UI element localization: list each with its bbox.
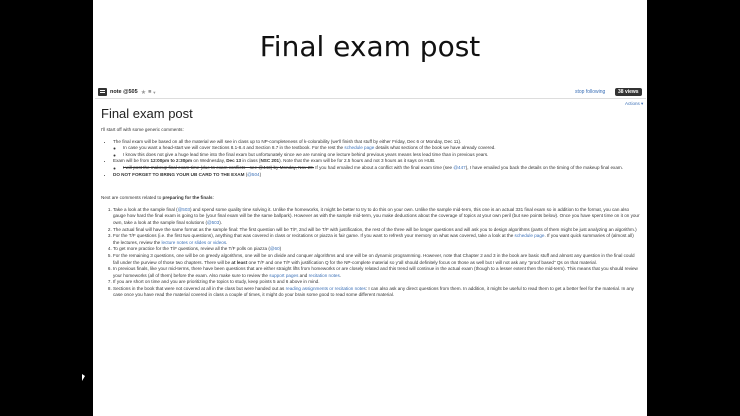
note-link-504[interactable]: @504	[247, 171, 260, 177]
stop-following-link[interactable]: stop following	[575, 89, 606, 95]
lock-icon[interactable]: ■	[148, 89, 152, 95]
general-comments-list	[101, 139, 641, 179]
list-item: • DO NOT FORGET TO BRING YOUR UB CARD TO THE EXAM (@504)	[113, 172, 641, 179]
list-item: 4. To get more practice for the T/F questions, review all the T/F polls on piazza (@60)	[113, 246, 641, 253]
reading-assignments-link[interactable]: reading assignments or recitation notes	[285, 285, 366, 291]
list-item: ◦ I will post the makeup final exam time (due to exam conflicts-- see @443) by Monday, Nov 20. If you had emailed me about a conflict with the final exam time (see @447), I have emailed you back the details on the timing of the makeup final exam.	[123, 165, 641, 172]
schedule-page-link[interactable]: schedule page	[344, 145, 375, 151]
slide-title: Final exam post	[259, 30, 481, 63]
actions-menu[interactable]: Actions ▾	[625, 101, 644, 106]
list-item: 6. In previous finals, like your mid-terms, there have been questions that are either straight lifts from homeworks or are closely related and this trend will continue in the actual exam (though to a lesser extent then the mid-term). This means that you should review your homeworks (all of them) before the exam. Also make sure to review the support pages and recitation notes.	[113, 266, 641, 279]
recitation-notes-link[interactable]: recitation notes	[308, 272, 340, 278]
note-icon	[98, 88, 107, 96]
support-pages-link[interactable]: support pages	[269, 272, 299, 278]
note-link-503-solutions[interactable]: @503	[206, 219, 220, 225]
chevron-down-icon[interactable]: ▼	[152, 89, 157, 95]
list-item: • The final exam will be based on all the material we will see in class up to NP-completeness of k-colorability (we'll finish that stuff by either Friday, Dec 6 or Monday, Dec 11). ◦ In case you want a head-start we will cover Sections 8.1-8.4 and Section 8.7 in the textbook. For the rest the schedule page details what sections of the book we have already covered. ◦ I know this does not give a huge lead time into the final exam but unfortunately since we are running one lecture behind previous years means less lead time than in previous years.	[113, 139, 641, 159]
list-item: ◦ In case you want a head-start we will cover Sections 8.1-8.4 and Section 8.7 in the textbook. For the rest the schedule page details what sections of the book we have already covered.	[123, 145, 641, 152]
list-item: 8. Sections in the book that were not covered at all in the class but were handed out as reading assignments or recitation notes: I can also ask any direct questions from them. In addition, it might be useful to read them to get a better feel for the material. In any case once you have read the material covered in class a couple of times, it might do your brain some good to read some different material.	[113, 286, 641, 299]
note-link-503[interactable]: @503	[177, 206, 190, 212]
views-badge: 38 views	[615, 88, 642, 96]
list-item: 1. Take a look at the sample final (@503) and spend some quality time solving it. Unlike the homeworks, it might be better to try to do this on your own. Unlike the sample mid-term, this one is an actual 331 final exam so in addition to the format, you can also gauge how hard the final exam is going to be (your final exam will be the same ballpark). However as with the sample mid-term, you make deductions about the coverage of topics at your own peril (but see points below). Once you have spent time on it on your own, take a look at the sample final solutions (@503).	[113, 207, 641, 227]
post-body	[101, 127, 641, 299]
post-title: Final exam post	[101, 106, 193, 121]
list-item: • Exam will be from 12:00pm to 2:30pm on Wednesday, Dec 13 in class (NSC 201). Note that the exam will be for 2.5 hours and not 3 hours as it says on HUB. ◦ I will post the makeup final exam time (due to exam conflicts-- see @443) by Monday, Nov 20. If you had emailed me about a conflict with the final exam time (see @447), I have emailed you back the details on the timing of the makeup final exam.	[113, 158, 641, 171]
post-toolbar	[95, 86, 646, 99]
prep-list	[101, 207, 641, 299]
list-item: 7. If you are short on time and you are prioritizing the topics to study, keep points 5 and 6 above in mind.	[113, 279, 641, 286]
note-id: note @505	[110, 89, 138, 95]
note-link-447[interactable]: @447	[453, 164, 466, 170]
star-icon[interactable]: ★	[140, 89, 147, 96]
list-item: ◦ I know this does not give a huge lead time into the final exam but unfortunately since we are running one lecture behind previous years means less lead time than in previous years.	[123, 152, 641, 159]
lecture-notes-link[interactable]: lecture notes or slides or videos	[161, 239, 227, 245]
prep-heading: Next are comments related to preparing for the finals:	[101, 195, 214, 201]
note-link-60[interactable]: @60	[269, 246, 280, 252]
mouse-cursor-icon	[82, 374, 85, 381]
slide	[93, 0, 647, 416]
schedule-page-link[interactable]: schedule page	[514, 233, 545, 239]
list-item: 5. For the remaining 3 questions, one will be on greedy algorithms, one will be on divide and conquer algorithms and one will be on dynamic programming. However, note that Chapter 2 and 3 in the book are basic stuff and almost any question in the final could fall under the purview of those two chapters. There will be at least one T/F and one T/F with justification Q for the NP-complete material so y'all should definitely focus on those as well but I will not ask any "proof based" Qs on that material.	[113, 253, 641, 266]
list-item: 3. For the T/F questions (i.e. the first two questions), anything that was covered in class or recitations or piazza is fair game. If you want to refresh your memory on what was covered, take a look at the schedule page. If you want quick summaries of (almost all) the lectures, review the lecture notes or slides or videos.	[113, 233, 641, 246]
intro-text: I'll start off with some generic comments:	[101, 127, 184, 132]
list-item: 2. The actual final will have the same format as the sample final: The first question will be T/F, 2nd will be T/F with justification, the rest of the three will be longer questions and will ask you to design algorithms (parts of them might be just analyzing an algorithm.)	[113, 227, 641, 234]
piazza-post-screenshot	[95, 86, 646, 416]
